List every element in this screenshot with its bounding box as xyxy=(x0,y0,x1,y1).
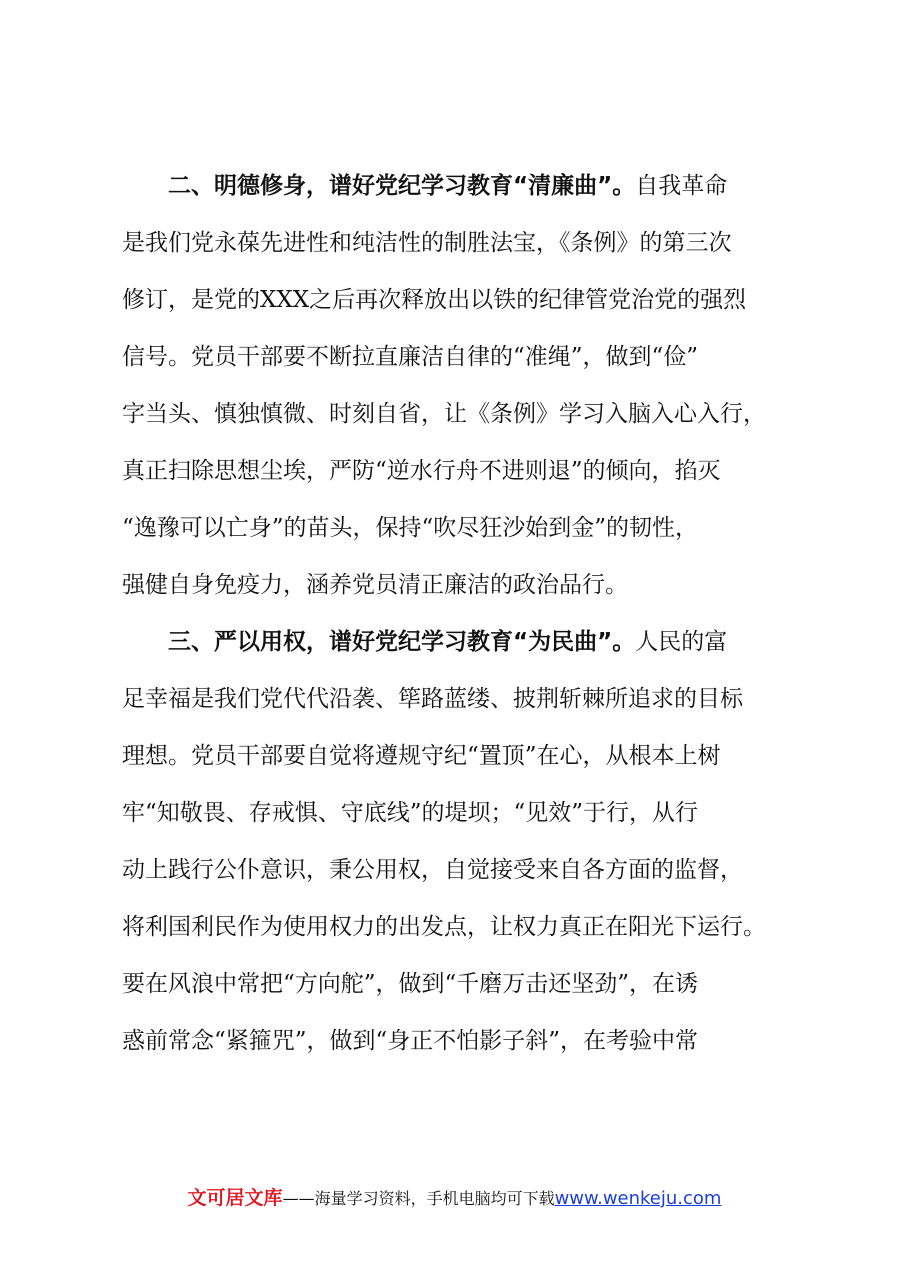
footer-slogan: ——海量学习资料，手机电脑均可下载 xyxy=(282,1189,555,1208)
paragraph-line: 要在风浪中常把“方向舵”，做到“千磨万击还坚劲”，在诱 xyxy=(122,971,699,997)
paragraph-line: 牢“知敬畏、存戒惧、守底线”的堤坝；“见效”于行，从行 xyxy=(122,800,699,826)
paragraph-line: 信号。党员干部要不断拉直廉洁自律的“准绳”，做到“俭” xyxy=(122,344,699,370)
paragraph-text: 自我革命 xyxy=(635,173,728,199)
paragraph-line: 理想。党员干部要自觉将遵规守纪“置顶”在心，从根本上树 xyxy=(122,743,721,769)
paragraph-line: 是我们党永葆先进性和纯洁性的制胜法宝，《条例》的第三次 xyxy=(122,230,732,256)
footer-brand: 文可居文库 xyxy=(187,1187,283,1209)
footer xyxy=(0,1183,909,1210)
paragraph-line: 强健自身免疫力，涵养党员清正廉洁的政治品行。 xyxy=(122,572,628,598)
paragraph-line: 修订，是党的XXX之后再次释放出以铁的纪律管党治党的强烈 xyxy=(122,287,747,313)
paragraph-text: 人民的富 xyxy=(635,629,728,655)
paragraph-line: 将利国利民作为使用权力的出发点，让权力真正在阳光下运行。 xyxy=(122,914,766,940)
section-heading: 二、明德修身，谱好党纪学习教育“清廉曲”。 xyxy=(168,173,636,199)
paragraph-line xyxy=(168,627,802,657)
paragraph-line: 惑前常念“紧箍咒”，做到“身正不怕影子斜”，在考验中常 xyxy=(122,1028,699,1054)
paragraph-line: “逸豫可以亡身”的苗头，保持“吹尽狂沙始到金”的韧性， xyxy=(122,515,699,541)
paragraph-line: 真正扫除思想尘埃，严防“逆水行舟不进则退”的倾向，掐灭 xyxy=(122,458,721,484)
footer-site-link[interactable]: www.wenkeju.com xyxy=(554,1188,722,1209)
section-heading: 三、严以用权，谱好党纪学习教育“为民曲”。 xyxy=(168,629,636,655)
paragraph-line: 足幸福是我们党代代沿袭、筚路蓝缕、披荆斩棘所追求的目标 xyxy=(122,686,743,712)
paragraph-line xyxy=(168,171,802,201)
paragraph-line: 动上践行公仆意识，秉公用权，自觉接受来自各方面的监督， xyxy=(122,857,743,883)
paragraph-line: 字当头、慎独慎微、时刻自省，让《条例》学习入脑入心入行， xyxy=(122,401,766,427)
